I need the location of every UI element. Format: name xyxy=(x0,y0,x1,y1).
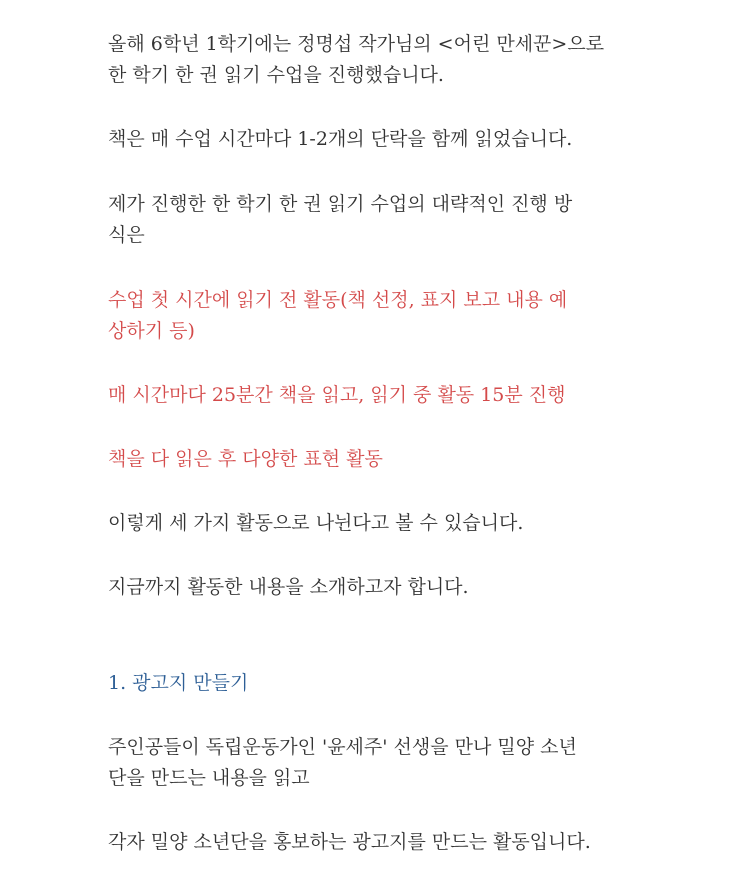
intro-line-2: 한 학기 한 권 읽기 수업을 진행했습니다. xyxy=(108,64,444,86)
summary-line: 이렇게 세 가지 활동으로 나뉜다고 볼 수 있습니다. xyxy=(108,512,524,534)
ad-flyer-activity-line: 각자 밀양 소년단을 홍보하는 광고지를 만드는 활동입니다. xyxy=(108,831,591,853)
post-reading-activity-line: 책을 다 읽은 후 다양한 표현 활동 xyxy=(108,448,383,470)
introduction-line: 지금까지 활동한 내용을 소개하고자 합니다. xyxy=(108,576,469,598)
ad-flyer-description-line-1: 주인공들이 독립운동가인 '윤세주' 선생을 만나 밀양 소년 xyxy=(108,736,577,758)
section-heading-ad-flyer: 1. 광고지 만들기 xyxy=(108,672,249,694)
pre-reading-activity-line-2: 상하기 등) xyxy=(108,320,195,342)
pre-reading-activity-line-1: 수업 첫 시간에 읽기 전 활동(책 선정, 표지 보고 내용 예 xyxy=(108,289,568,311)
method-intro-line-1: 제가 진행한 한 학기 한 권 읽기 수업의 대략적인 진행 방 xyxy=(108,193,573,215)
method-intro-line-2: 식은 xyxy=(108,224,145,246)
ad-flyer-description-line-2: 단을 만드는 내용을 읽고 xyxy=(108,767,310,789)
reading-schedule-line: 책은 매 수업 시간마다 1-2개의 단락을 함께 읽었습니다. xyxy=(108,128,573,150)
intro-line-1: 올해 6학년 1학기에는 정명섭 작가님의 <어린 만세꾼>으로 xyxy=(108,33,605,55)
during-reading-activity-line: 매 시간마다 25분간 책을 읽고, 읽기 중 활동 15분 진행 xyxy=(108,384,566,406)
